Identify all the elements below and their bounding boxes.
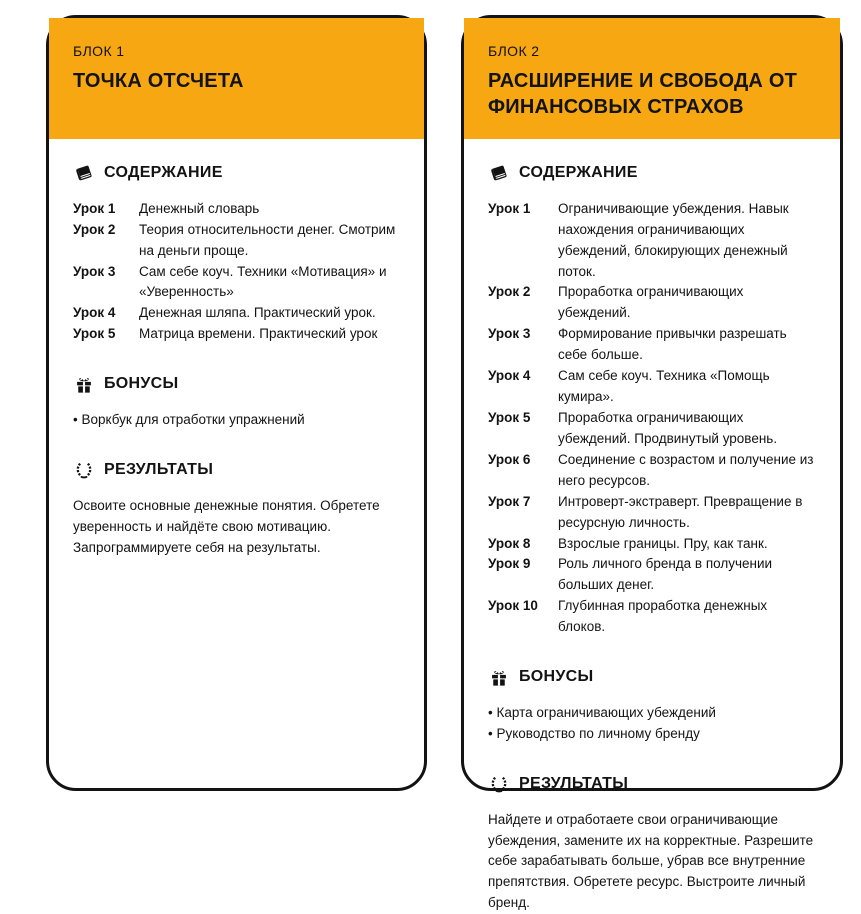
lesson-label: Урок 5 [73, 326, 116, 342]
contents-heading-label: СОДЕРЖАНИЕ [104, 164, 223, 181]
lesson-label: Урок 4 [73, 305, 116, 321]
lesson-label: Урок 4 [488, 368, 531, 384]
lesson-row [488, 554, 816, 596]
lesson-text: Сам себе коуч. Техники «Мотивация» и «Уверенность» [139, 263, 387, 300]
lesson-text: Формирование привычки разрешать себе больше. [558, 326, 787, 363]
block-label: БЛОК 2 [488, 43, 540, 59]
lesson-text: Проработка ограничивающих убеждений. [558, 284, 744, 321]
bonus-list [73, 410, 400, 431]
lesson-text: Взрослые границы. Пру, как танк. [558, 535, 768, 551]
lesson-label: Урок 2 [73, 221, 116, 237]
contents-section-heading [488, 161, 816, 186]
card-1-header [49, 18, 424, 139]
lesson-row [73, 303, 400, 324]
card-title: РАСШИРЕНИЕ И СВОБОДА ОТ ФИНАНСОВЫХ СТРАХОВ [488, 70, 798, 119]
lesson-text: Соединение с возрастом и получение из него ресурсов. [558, 451, 814, 488]
bonuses-heading-label: БОНУСЫ [104, 375, 179, 393]
lessons-list [488, 199, 816, 638]
lesson-text: Матрица времени. Практический урок [139, 326, 378, 342]
contents-heading-label: СОДЕРЖАНИЕ [519, 164, 638, 181]
lesson-row [488, 282, 816, 324]
lesson-row [488, 534, 816, 555]
bonus-item: • Руководство по личному бренду [488, 724, 816, 745]
lesson-label: Урок 3 [73, 263, 116, 279]
lesson-row [488, 408, 816, 450]
lesson-row [488, 199, 816, 283]
lesson-row [73, 324, 400, 345]
bonuses-section-heading [488, 665, 816, 690]
lesson-row [488, 492, 816, 534]
lesson-text: Денежный словарь [139, 200, 260, 216]
results-section-heading [488, 772, 816, 797]
lesson-text: Проработка ограничивающих убеждений. Продвинутый уровень. [558, 410, 778, 446]
lesson-label: Урок 10 [488, 598, 538, 614]
lesson-label: Урок 1 [73, 200, 116, 216]
lesson-label: Урок 3 [488, 326, 531, 342]
laurel-wreath-icon [73, 460, 95, 480]
lesson-label: Урок 1 [488, 200, 531, 216]
lesson-text: Сам себе коуч. Техника «Помощь кумира». [558, 368, 770, 405]
lesson-label: Урок 7 [488, 493, 531, 509]
bonuses-heading-label: БОНУСЫ [519, 668, 594, 686]
card-2-header [464, 18, 840, 139]
lesson-text: Глубинная проработка денежных блоков. [558, 598, 768, 635]
lesson-row [488, 366, 816, 408]
gift-icon [73, 375, 95, 395]
book-icon [488, 163, 510, 183]
lesson-row [488, 324, 816, 366]
lesson-label: Урок 5 [488, 410, 531, 426]
lesson-text: Теория относительности денег. Смотрим на деньги проще. [139, 221, 396, 258]
lesson-text: Ограничивающие убеждения. Навык нахождения ограничивающих убеждений, блокирующих денежный поток. [558, 200, 789, 279]
results-text: Освоите основные денежные понятия. Обретете уверенность и найдёте свою мотивацию. Запрограммируете себя на результаты. [73, 497, 380, 555]
block-label: БЛОК 1 [73, 43, 125, 59]
book-icon [73, 163, 95, 183]
card-2-body [464, 139, 840, 914]
lesson-text: Денежная шляпа. Практический урок. [139, 305, 376, 321]
lesson-row [488, 596, 816, 638]
lesson-text: Интроверт-экстраверт. Превращение в ресурсную личность. [558, 493, 803, 530]
lesson-row [73, 199, 400, 220]
block-card-2 [461, 15, 843, 911]
lesson-row [488, 450, 816, 492]
lessons-list [73, 199, 400, 345]
lesson-label: Урок 8 [488, 535, 531, 551]
results-text: Найдете и отработаете свои ограничивающие убеждения, замените их на корректные. Разрешите себе зарабатывать больше, убрав все внутренние препятствия. Обретете ресурс. Выстроите личный бренд. [488, 811, 814, 911]
results-heading-label: РЕЗУЛЬТАТЫ [104, 460, 214, 478]
card-title: ТОЧКА ОТСЧЕТА [73, 70, 244, 92]
lesson-text: Роль личного бренда в получении больших денег. [558, 556, 773, 593]
bonus-list [488, 703, 816, 745]
laurel-wreath-icon [488, 774, 510, 794]
lesson-label: Урок 9 [488, 556, 531, 572]
block-card-1 [46, 15, 427, 791]
bonus-item: • Карта ограничивающих убеждений [488, 703, 816, 724]
gift-icon [488, 668, 510, 688]
bonus-item: • Воркбук для отработки упражнений [73, 410, 400, 431]
lesson-row [73, 220, 400, 262]
results-heading-label: РЕЗУЛЬТАТЫ [519, 774, 629, 792]
bonuses-section-heading [73, 372, 400, 397]
lesson-label: Урок 6 [488, 451, 531, 467]
lesson-row [73, 262, 400, 304]
card-1-body [49, 139, 424, 559]
contents-section-heading [73, 161, 400, 186]
lesson-label: Урок 2 [488, 284, 531, 300]
results-section-heading [73, 458, 400, 483]
